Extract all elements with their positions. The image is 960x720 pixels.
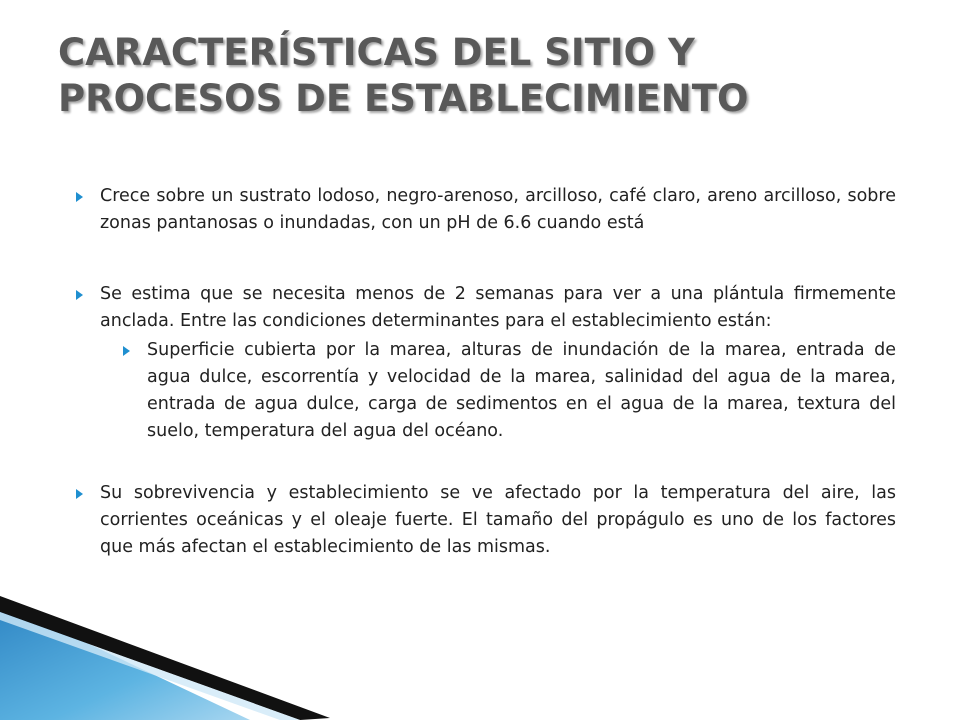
triangle-right-icon — [76, 489, 83, 499]
sub-bullet-item — [123, 337, 896, 445]
slide-title-line-2: PROCESOS DE ESTABLECIMIENTO — [58, 77, 749, 120]
triangle-right-icon — [123, 346, 130, 356]
bullet-item — [76, 183, 896, 237]
slide-title-line-1: CARACTERÍSTICAS DEL SITIO Y — [58, 31, 695, 74]
slide-title — [58, 30, 918, 122]
bullet-text: Crece sobre un sustrato lodoso, negro-arenoso, arcilloso, café claro, areno arcilloso, sobre zonas pantanosas o inundadas, con un pH de 6.6 cuando está — [100, 186, 896, 233]
slide-body — [76, 183, 896, 561]
bullet-text: Superficie cubierta por la marea, alturas de inundación de la marea, entrada de agua dulce, escorrentía y velocidad de la marea, salinidad del agua de la marea, entrada de agua dulce, carga de sedimentos en el agua de la marea, textura del suelo, temperatura del agua del océano. — [147, 340, 896, 441]
bullet-item — [76, 281, 896, 335]
bullet-text: Se estima que se necesita menos de 2 semanas para ver a una plántula firmemente anclada. Entre las condiciones determinantes para el establecimiento están: — [100, 284, 896, 331]
decorative-wave-graphic — [0, 590, 380, 720]
triangle-right-icon — [76, 290, 83, 300]
bullet-item — [76, 480, 896, 561]
bullet-text: Su sobrevivencia y establecimiento se ve afectado por la temperatura del aire, las corrientes oceánicas y el oleaje fuerte. El tamaño del propágulo es uno de los factores que más afectan el establecimiento de las mismas. — [100, 483, 896, 557]
triangle-right-icon — [76, 192, 83, 202]
